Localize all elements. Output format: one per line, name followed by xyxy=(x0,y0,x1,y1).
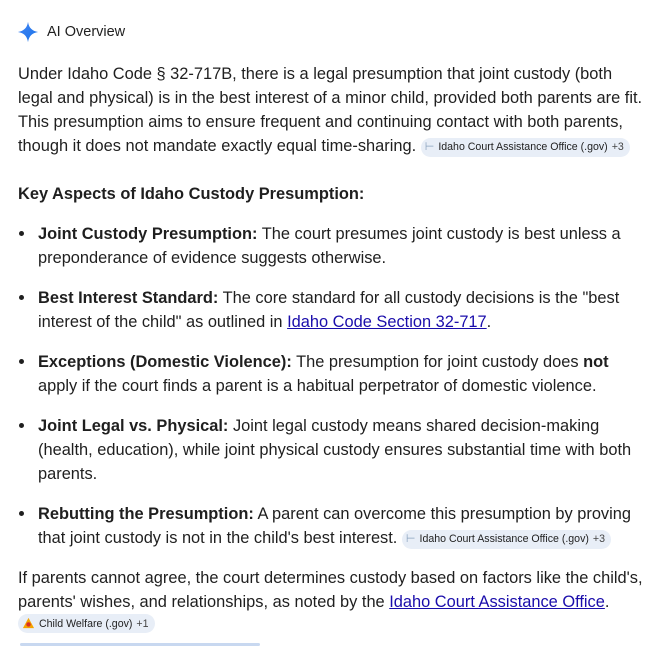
bullet-title: Joint Custody Presumption: xyxy=(38,225,258,243)
bullet-title: Best Interest Standard: xyxy=(38,289,219,307)
intro-text: Under Idaho Code § 32-717B, there is a legal presumption that joint custody (both legal and physical) is in the best interest of a minor child, provided both parents are fit. This presumption aims to ensure frequent and continuing contact with both parents, though it does not mandate exactly equal time-sharing. xyxy=(18,65,643,155)
child-welfare-icon xyxy=(22,617,35,630)
outro-paragraph: If parents cannot agree, the court determines custody based on factors like the child's, parents' wishes, and relationships, as noted by the Idaho Court Assistance Office. Child Welfare (.gov) +1 xyxy=(18,566,643,638)
source-chip-intro[interactable] xyxy=(421,138,630,157)
bullet-emphasis: not xyxy=(583,353,609,371)
bullet-text: Joint legal custody means shared decision-making (health, education), while joint physical custody ensures substantial time with both parents. xyxy=(38,417,632,483)
intro-paragraph xyxy=(18,62,643,158)
bullet-text: apply if the court finds a parent is a habitual perpetrator of domestic violence. xyxy=(38,377,597,395)
source-chip-label: Child Welfare (.gov) xyxy=(39,617,133,630)
bullet-title: Exceptions (Domestic Violence): xyxy=(38,353,292,371)
list-item xyxy=(18,414,643,486)
source-chip-more: +3 xyxy=(611,141,624,153)
bullet-text: The presumption for joint custody does xyxy=(291,353,584,371)
list-item xyxy=(18,222,643,270)
outro-text: If parents cannot agree, the court determines custody based on factors like the child's, parents' wishes, and relationships, as noted by the xyxy=(18,569,643,611)
source-chip-rebutting[interactable] xyxy=(402,530,611,549)
section-title: Key Aspects of Idaho Custody Presumption: xyxy=(18,185,365,203)
source-chip-child-welfare[interactable] xyxy=(18,614,155,633)
source-chip-more: +1 xyxy=(136,617,149,630)
sparkle-icon xyxy=(17,21,39,43)
source-chip-label: Idaho Court Assistance Office (.gov) xyxy=(419,533,589,545)
ai-overview-panel xyxy=(0,16,661,646)
list-item xyxy=(18,350,643,398)
aspects-list xyxy=(18,222,643,550)
idaho-code-link[interactable]: Idaho Code Section 32-717 xyxy=(287,313,487,331)
bullet-title: Rebutting the Presumption: xyxy=(38,505,254,523)
source-chip-label: Idaho Court Assistance Office (.gov) xyxy=(438,141,608,153)
court-assistance-link[interactable]: Idaho Court Assistance Office xyxy=(389,593,605,611)
ai-overview-title: AI Overview xyxy=(47,24,126,40)
bullet-text: The court presumes joint custody is best unless a preponderance of evidence suggests otherwise. xyxy=(38,225,621,267)
source-chip-more: +3 xyxy=(592,533,605,545)
source-link-icon: ⊢ xyxy=(424,141,435,153)
list-item: Best Interest Standard: The core standard for all custody decisions is the "best interest of the child" as outlined in Idaho Code Section 32-717. xyxy=(18,286,643,334)
bullet-text: A parent can overcome this presumption by proving that joint custody is not in the child's best interest. xyxy=(38,505,632,547)
ai-overview-header xyxy=(18,16,643,48)
list-item xyxy=(18,502,643,550)
bullet-title: Joint Legal vs. Physical: xyxy=(38,417,229,435)
source-link-icon: ⊢ xyxy=(405,533,416,545)
bullet-text: The core standard for all custody decisions is the "best interest of the child" as outlined in xyxy=(38,289,620,331)
